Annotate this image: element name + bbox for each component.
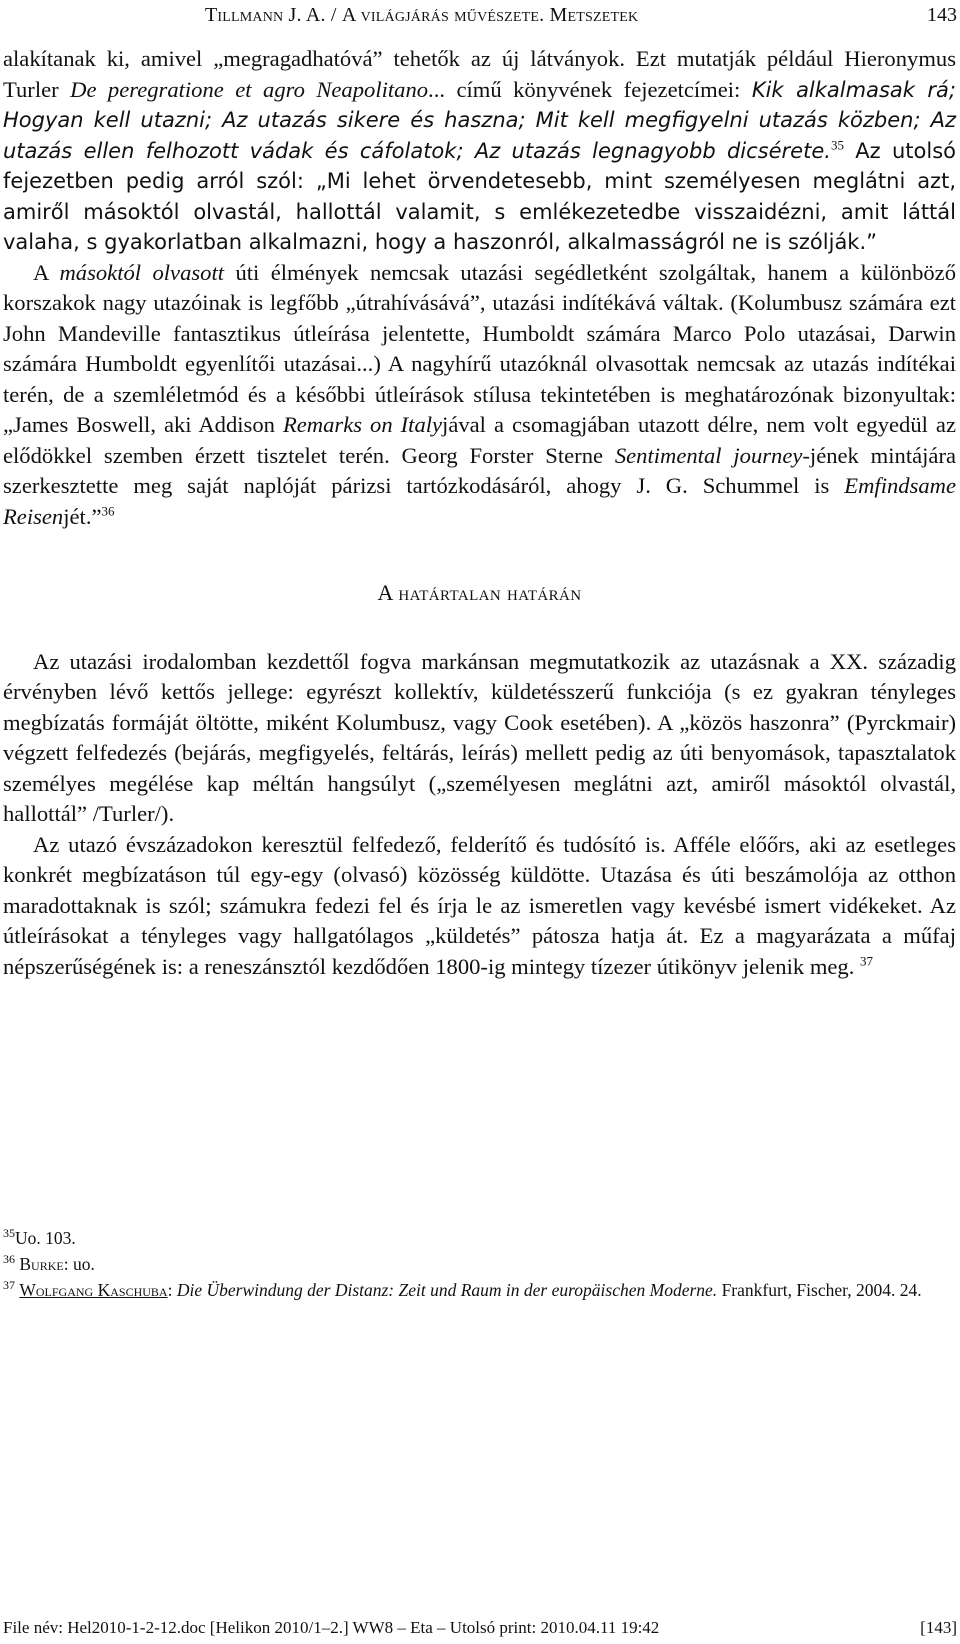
para2-text-b: úti élmények nemcsak utazási segédletként szolgáltak, hanem a különböző korszakok nagy utazóinak is legfőbb „útrahívásává”, utazási indítékává váltak. (Kolumbusz számára ezt John Mandeville fantasztikus útleírása jelentette, Humboldt számára Marco Polo utazásai, Darwin számára Humboldt egyenlítői utazásai...) A nagyhírű utazóknál olvasottak nemcsak az utazás indítékai terén, de a szemléletmód és a későbbi útleírások stílusa tekintetében is meghatározónak bizonyultak: „James Boswell, aki Addison [3,259,956,437]
para1-book-title: De peregratione et agro Neapolitano [70,76,429,102]
paragraph-4 [3,830,956,983]
section-heading: A határtalan határán [377,580,582,605]
footnote-ref-36[interactable]: 36 [101,502,115,518]
footnote-separator: : [167,1279,177,1300]
footnote-text: : uo. [63,1253,95,1274]
footnote-ref-35[interactable]: 35 [830,136,844,152]
footnote-number: 35 [3,1226,15,1240]
footnote-number: 37 [3,1278,15,1292]
para2-emphasis: másoktól olvasott [59,259,225,285]
footer-page-number: [143] [920,1618,957,1637]
para2-text-e: jét.” [63,503,102,529]
footnote-36 [3,1247,956,1276]
footnote-35 [3,1221,956,1250]
paragraph-3: Az utazási irodalomban kezdettől fogva markánsan megmutatkozik az utazásnak a XX. századig érvényben lévő kettős jellege: egyrészt kollektív, küldetésszerű funkciója (s ez gyakran tényleges megbízatás formáját öltötte, miként Kolumbusz, vagy Cook esetében). A „közös haszonra” (Pyrckmair) végzett felfedezés (bejárás, megfigyelés, feltárás, leírás) mellett pedig az úti benyomások, tapasztalatok személyes megélése kap méltán hangsúlyt („személyesen meglátni azt, amiről másoktól olvastál, hallottál” /Turler/). [3,648,956,826]
header-separator: / [325,4,342,26]
page-number: 143 [927,4,957,26]
paragraph-2 [3,258,956,533]
footnote-37 [3,1273,956,1302]
para2-title-remarks: Remarks on Italy [282,412,443,437]
footnote-author[interactable]: Wolfgang Kaschuba [19,1279,168,1300]
footnote-ref-37[interactable]: 37 [860,952,874,968]
page-footer [3,1618,957,1638]
para1-text-b: ... című könyvének fejezetcímei: [428,76,752,102]
header-author: Tillmann J. A. [205,4,326,26]
para2-text-d: -jének mintájára szerkesztette meg saját naplóját párizsi tartózkodásáról, ahogy J. G. Schummel is [3,442,956,498]
para1-chapter-titles: Kik alkalmasak rá; Hogyan kell utazni; Az utazás sikere és haszna; Mit kell megfigyelni utazás közben; Az utazás ellen felhozott vádak és cáfolatok; Az utazás legnagyobb dicsérete. [3,77,956,163]
para2-title-sentimental: Sentimental journey [614,442,803,468]
para2-title-reisen: Emfindsame Reisen [3,473,956,529]
para1-text-a: alakítanak ki, amivel „megragadhatóvá” tehetők az új látványok. Ezt mutatják például Hieronymus Turler [3,46,956,102]
para4-text: Az utazó évszázadokon keresztül felfedező, felderítő és tudósító is. Afféle előőrs, aki az esetleges konkrét megbízatáson túl egy-egy (olvasó) közösség küldötte. Utazása és úti beszámolója az otthon maradottaknak is szól; számukra fedezi fel és írja le az ismeretlen vagy kevésbé ismert vidékeket. Az útleírásokat a tényleges vagy hallgatólagos „küldetés” pátosza hatja át. Ez a magyarázata a műfaj népszerűségének is: a reneszánsztól kezdődően 1800-ig mintegy tízezer útikönyv jelenik meg. [3,831,956,979]
para2-text-a: A [33,259,60,285]
footer-file-info: File név: Hel2010-1-2-12.doc [Helikon 2010/1–2.] WW8 – Eta – Utolsó print: 2010.04.11 19:42 [3,1618,660,1637]
paragraph-1 [3,44,956,258]
footnote-number: 36 [3,1252,15,1266]
para1-quote: Az utolsó fejezetben pedig arról szól: „Mi lehet örvendetesebb, mint személyesen meglátni azt, amiről másoktól olvastál, hallottál valamit, s emlékezetedbe visszaidézni, amit láttál valaha, s gyakorlatban alkalmazni, hogy a haszonról, alkalmasságról ne is szólják.” [3,138,956,254]
running-title [205,4,638,27]
footnote-author: Burke [19,1253,64,1274]
running-header [0,4,960,34]
footnote-text: Frankfurt, Fischer, 2004. 24. [717,1279,922,1300]
footnote-text: Uo. 103. [15,1227,76,1248]
footnote-book-title: Die Überwindung der Distanz: Zeit und Raum in der europäischen Moderne. [176,1279,718,1300]
para2-text-c: jával a csomagjában utazott délre, nem volt egyedül az elődökkel szemben érzett tisztelet terén. Georg Forster Sterne [3,412,956,468]
main-text [3,44,956,982]
header-book-title: A világjárás művészete. Metszetek [341,4,639,26]
